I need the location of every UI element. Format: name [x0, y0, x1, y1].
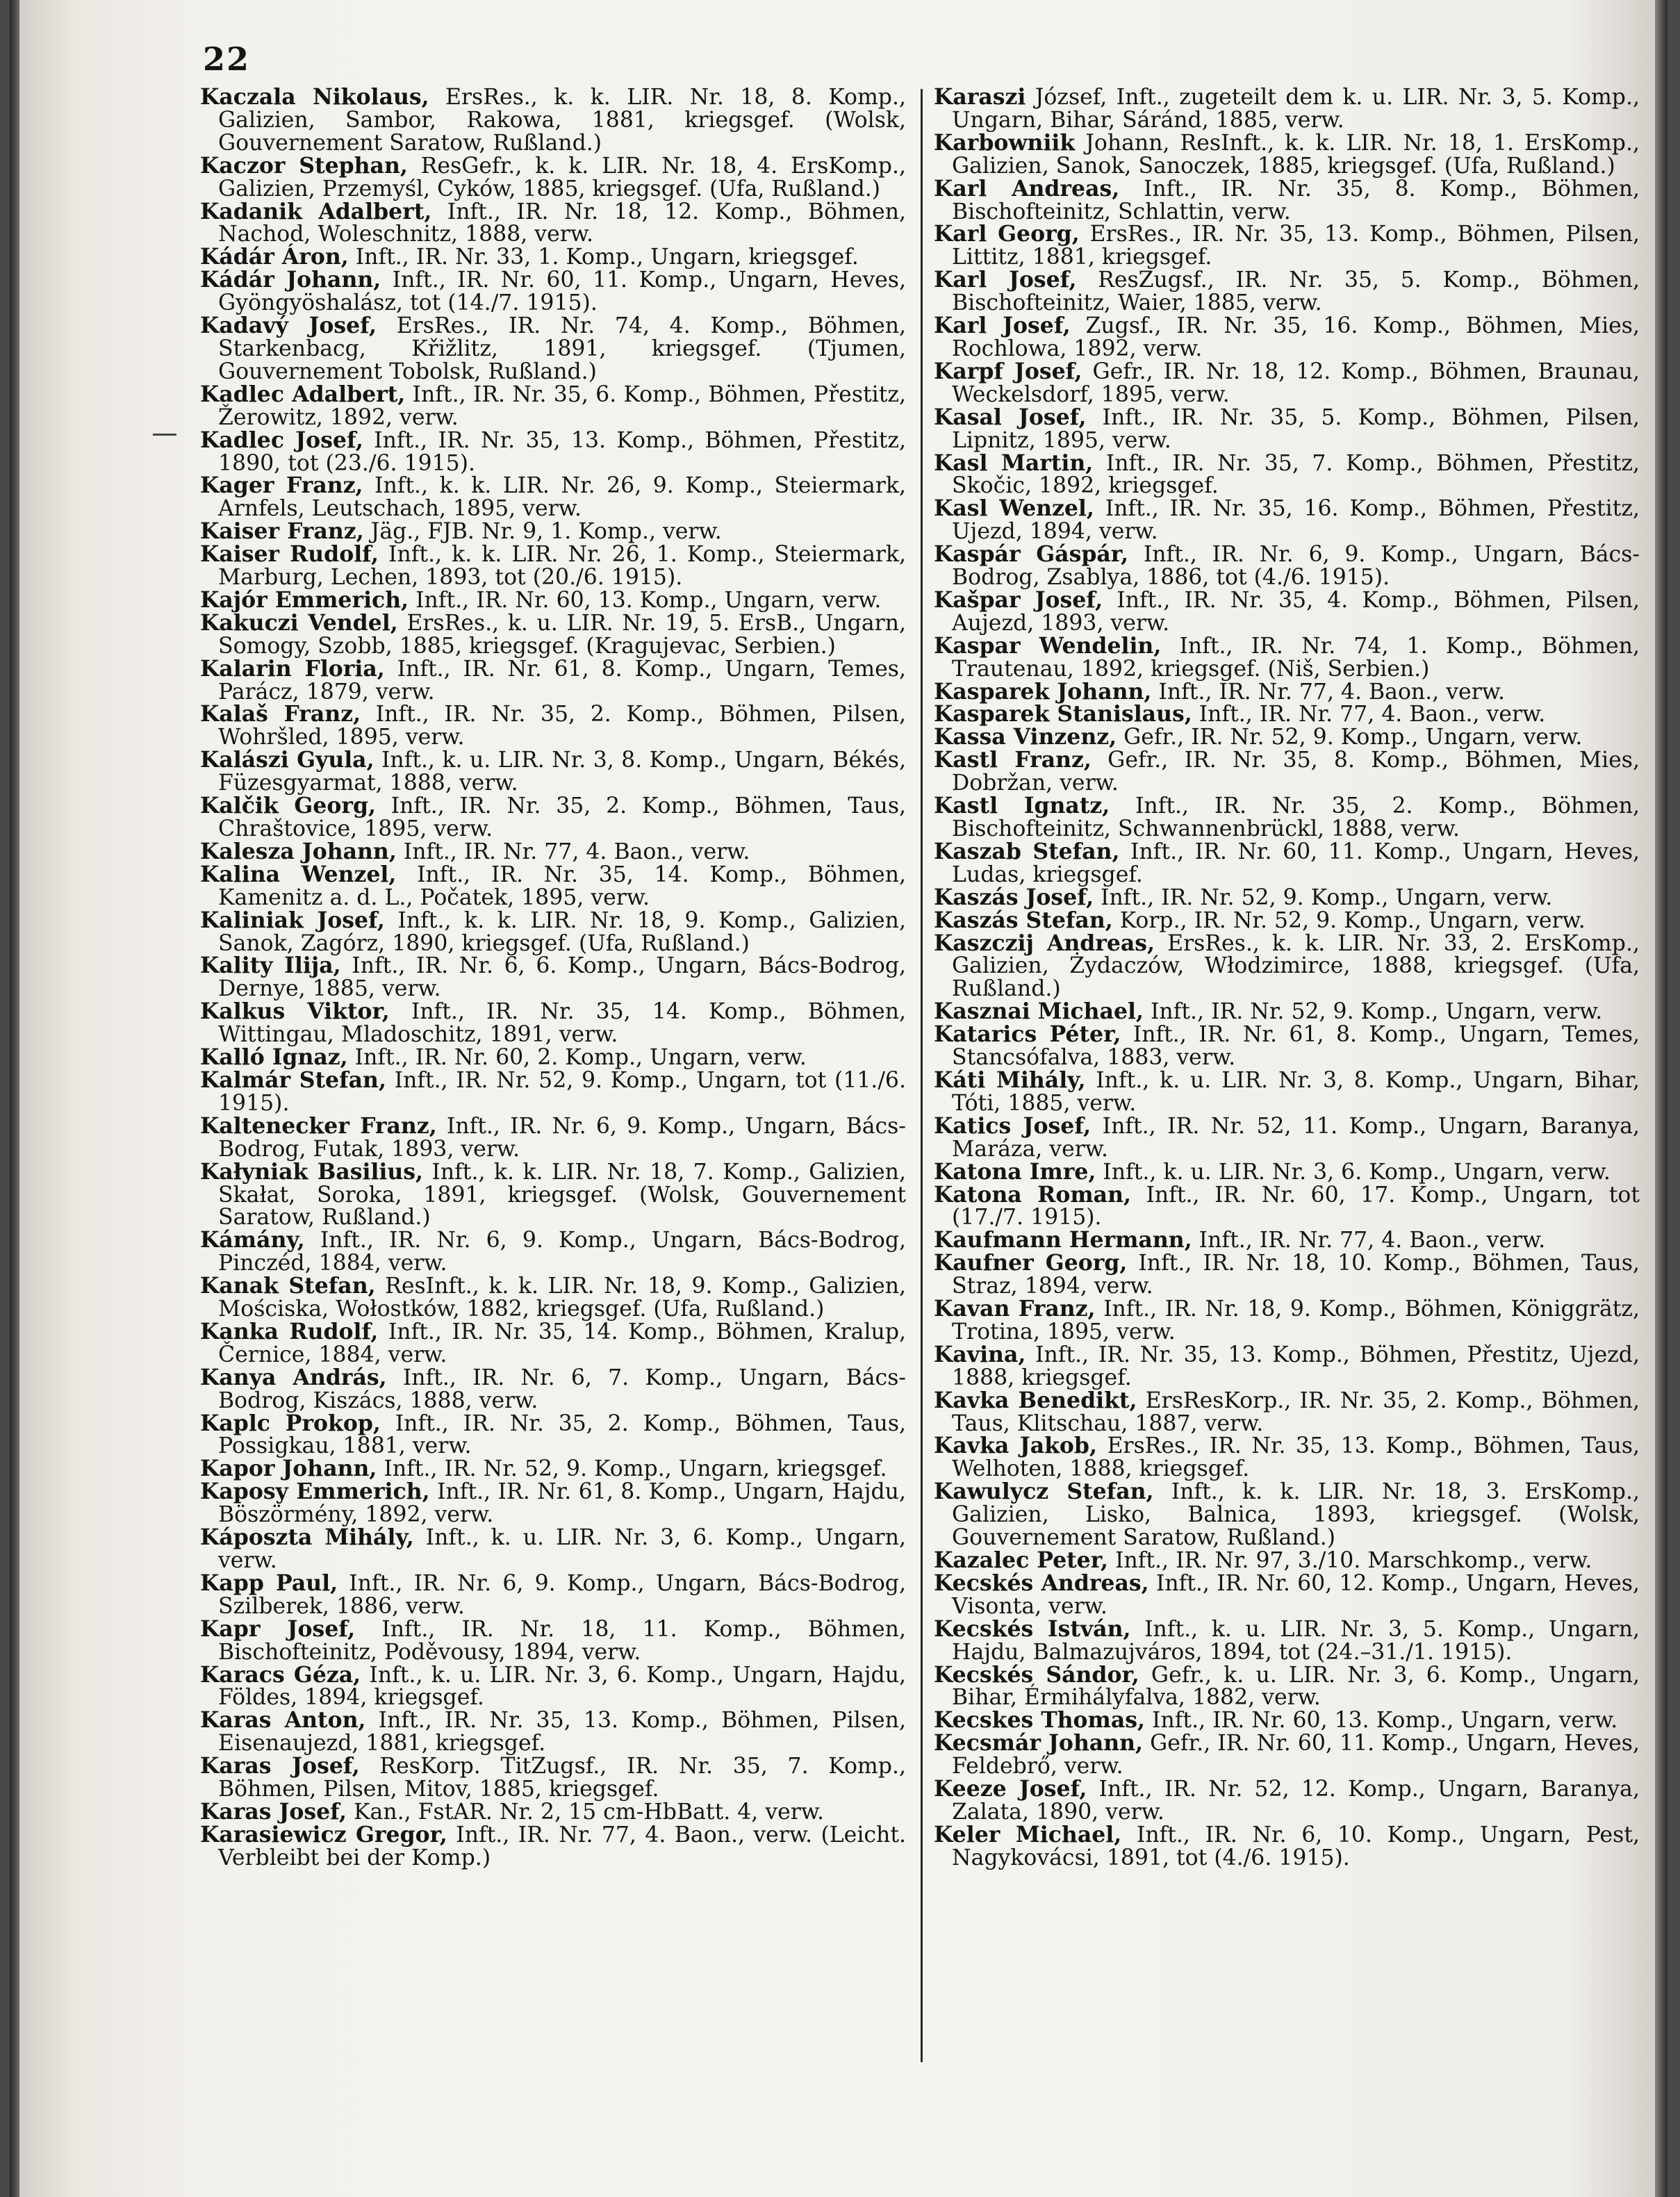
entry-details: Inft., IR. Nr. 35, 14. Komp., Böhmen, Wittingau, Mladoschitz, 1891, verw.: [218, 999, 906, 1048]
entry-name: Kámány,: [200, 1227, 305, 1253]
list-entry: [200, 1069, 906, 1115]
entry-details: Inft., IR. Nr. 77, 4. Baon., verw.: [1192, 702, 1546, 727]
list-entry: [934, 1615, 1640, 1665]
entry-name: Keeze Josef,: [934, 1776, 1087, 1802]
entry-details: Inft., IR. Nr. 35, 2. Komp., Böhmen, Taus, Chraštovice, 1895, verw.: [218, 793, 907, 841]
entry-details: ErsResKorp., IR. Nr. 35, 2. Komp., Böhmen, Taus, Klitschau, 1887, verw.: [952, 1388, 1640, 1436]
list-entry: [934, 175, 1640, 224]
entry-name: Kakuczi Vendel,: [200, 609, 398, 636]
entry-details: ErsRes., k. k. LIR. Nr. 33, 2. ErsKomp., Galizien, Żydaczów, Włodzimirce, 1888, kriegsgef. (Ufa, Rußland.): [952, 930, 1640, 1002]
entry-name: Karl Josef,: [934, 267, 1077, 293]
column-divider: [921, 89, 923, 2062]
list-entry: [934, 497, 1640, 543]
entry-name: Kalmár Stefan,: [200, 1067, 386, 1093]
list-entry: [200, 1661, 906, 1711]
entry-name: Kasl Wenzel,: [934, 495, 1094, 522]
entry-name: Kapr Josef,: [200, 1615, 356, 1642]
entry-name: Karaszi: [934, 84, 1026, 110]
list-entry: [200, 998, 906, 1048]
entry-details: Inft., k. k. LIR. Nr. 26, 1. Komp., Steiermark, Marburg, Lechen, 1893, tot (20./6. 1915).: [218, 542, 907, 591]
list-entry: [200, 955, 906, 1001]
entry-details: Inft., IR. Nr. 35, 13. Komp., Böhmen, Přestitz, Ujezd, 1888, kriegsgef.: [952, 1342, 1640, 1390]
list-entry: [934, 1821, 1640, 1870]
list-entry: [200, 1458, 906, 1481]
entry-name: Kavka Jakob,: [934, 1433, 1097, 1459]
entry-name: Kasparek Stanislaus,: [934, 701, 1192, 727]
entry-details: Inft., IR. Nr. 35, 2. Komp., Böhmen, Bischofteinitz, Schwannenbrückl, 1888, verw.: [952, 793, 1640, 841]
entry-details: ResZugsf., IR. Nr. 35, 5. Komp., Böhmen, Bischofteinitz, Waier, 1885, verw.: [952, 268, 1640, 316]
entry-details: Inft., IR. Nr. 18, 11. Komp., Böhmen, Bischofteinitz, Poděvousy, 1894, verw.: [218, 1616, 906, 1665]
list-entry: [934, 1298, 1640, 1344]
entry-details: ErsRes., k. u. LIR. Nr. 19, 5. ErsB., Ungarn, Somogy, Szobb, 1885, kriegsgef. (Kragujevac, Serbien.): [218, 610, 906, 659]
list-entry: [200, 246, 906, 269]
entry-details: Inft., IR. Nr. 52, 9. Komp., Ungarn, verw.: [1143, 999, 1603, 1025]
entry-name: Kádár Áron,: [200, 244, 349, 270]
entry-details: Inft., k. k. LIR. Nr. 26, 9. Komp., Steiermark, Arnfels, Leutschach, 1895, verw.: [218, 473, 906, 522]
entry-name: Kaufmann Hermann,: [934, 1227, 1192, 1253]
list-entry: [934, 678, 1640, 705]
entry-name: Kanka Rudolf,: [200, 1318, 379, 1344]
entry-details: Inft., IR. Nr. 18, 10. Komp., Böhmen, Taus, Straz, 1894, verw.: [952, 1251, 1640, 1299]
entry-details: Inft., IR. Nr. 35, 5. Komp., Böhmen, Pilsen, Lipnitz, 1895, verw.: [952, 404, 1640, 453]
entry-details: Inft., k. u. LIR. Nr. 3, 6. Komp., Ungarn, verw.: [1096, 1159, 1611, 1185]
entry-details: Gefr., IR. Nr. 60, 11. Komp., Ungarn, Heves, Feldebrő, verw.: [952, 1731, 1640, 1779]
scanned-page: [10, 0, 1667, 2197]
entry-name: Kazalec Peter,: [934, 1547, 1108, 1573]
entry-name: Kaszczij Andreas,: [934, 930, 1155, 956]
entry-details: Inft., IR. Nr. 18, 9. Komp., Böhmen, Königgrätz, Trotina, 1895, verw.: [952, 1297, 1640, 1344]
entry-name: Kaszás Josef,: [934, 884, 1094, 910]
list-entry: [200, 749, 906, 795]
entry-details: Korp., IR. Nr. 52, 9. Komp., Ungarn, verw.: [1112, 907, 1586, 933]
list-entry: [934, 932, 1640, 1001]
entry-name: Kanya András,: [200, 1364, 387, 1390]
entry-name: Kavina,: [934, 1341, 1026, 1367]
right-column: [934, 86, 1640, 1870]
entry-details: Inft., IR. Nr. 60, 2. Komp., Ungarn, verw.: [347, 1045, 807, 1071]
entry-details: Inft., IR. Nr. 60, 12. Komp., Ungarn, Heves, Visonta, verw.: [952, 1570, 1640, 1619]
entry-details: Inft., k. u. LIR. Nr. 3, 6. Komp., Ungarn, Hajdu, Földes, 1894, kriegsgef.: [218, 1662, 906, 1711]
entry-name: Kaltenecker Franz,: [200, 1112, 437, 1139]
entry-details: Inft., IR. Nr. 35, 6. Komp., Böhmen, Přestitz, Žerowitz, 1892, verw.: [218, 381, 906, 430]
list-entry: [934, 86, 1640, 132]
entry-name: Karl Josef,: [934, 313, 1071, 339]
list-entry: [934, 452, 1640, 498]
list-entry: [934, 1709, 1640, 1732]
list-entry: [200, 1364, 906, 1413]
entry-name: Karpf Josef,: [934, 358, 1082, 384]
list-entry: [200, 198, 907, 247]
entry-name: Karl Andreas,: [934, 175, 1120, 201]
entry-name: Kecskés Sándor,: [934, 1661, 1139, 1688]
entry-name: Kawulycz Stefan,: [934, 1479, 1154, 1505]
entry-details: Inft., k. u. LIR. Nr. 3, 5. Komp., Ungarn, Hajdu, Balmazujváros, 1894, tot (24.–31./1. 1915).: [952, 1616, 1640, 1665]
entry-details: Inft., IR. Nr. 97, 3./10. Marschkomp., verw.: [1108, 1548, 1592, 1573]
list-entry: [200, 1410, 907, 1459]
entry-details: Inft., IR. Nr. 33, 1. Komp., Ungarn, kriegsgef.: [348, 245, 859, 270]
list-entry: [934, 1481, 1640, 1549]
list-entry: [934, 1158, 1640, 1185]
entry-details: ErsRes., IR. Nr. 35, 13. Komp., Böhmen, Pilsen, Littitz, 1881, kriegsgef.: [952, 222, 1640, 270]
entry-name: Kecskés István,: [934, 1615, 1131, 1642]
entry-name: Kassa Vinzenz,: [934, 724, 1117, 750]
entry-details: Inft., IR. Nr. 52, 11. Komp., Ungarn, Baranya, Maráza, verw.: [952, 1113, 1640, 1162]
entry-name: Karas Anton,: [200, 1707, 366, 1734]
entry-name: Kalászi Gyula,: [200, 747, 374, 773]
entry-name: Kasznai Michael,: [934, 998, 1144, 1025]
list-entry: [934, 129, 1640, 179]
entry-name: Kecsmár Johann,: [934, 1730, 1144, 1756]
entry-details: Inft., IR. Nr. 35, 2. Komp., Böhmen, Taus, Possigkau, 1881, verw.: [218, 1410, 907, 1459]
list-entry: [200, 1275, 906, 1321]
entry-name: Kalaš Franz,: [200, 701, 361, 727]
entry-name: Katona Imre,: [934, 1158, 1096, 1185]
list-entry: [934, 632, 1640, 682]
list-entry: [934, 1435, 1640, 1481]
entry-name: Kasl Martin,: [934, 450, 1094, 476]
entry-name: Kalarin Floria,: [200, 655, 385, 682]
list-entry: [934, 726, 1640, 749]
entry-name: Karas Josef,: [200, 1798, 347, 1825]
entry-name: Kadlec Josef,: [200, 427, 363, 453]
entry-name: Kastl Ignatz,: [934, 793, 1110, 819]
entry-name: Karas Josef,: [200, 1753, 360, 1779]
list-entry: [200, 907, 906, 956]
list-entry: [200, 1524, 906, 1573]
list-entry: [934, 269, 1640, 315]
entry-details: Inft., k. k. LIR. Nr. 18, 3. ErsKomp., Galizien, Lisko, Balnica, 1893, kriegsgef. (Wolsk, Gouvernement Saratow, Rußland.): [952, 1479, 1640, 1551]
entry-details: Inft., IR. Nr. 35, 13. Komp., Böhmen, Pilsen, Eisenaujezd, 1881, kriegsgef.: [218, 1708, 906, 1756]
entry-name: Kaliniak Josef,: [200, 907, 385, 933]
entry-details: József, Inft., zugeteilt dem k. u. LIR. Nr. 3, 5. Komp., Ungarn, Bihar, Sáránd, 1885, verw.: [952, 85, 1640, 133]
list-entry: [934, 1732, 1640, 1778]
entry-name: Kanak Stefan,: [200, 1273, 376, 1299]
list-entry: [934, 907, 1640, 933]
entry-details: ErsRes., IR. Nr. 35, 13. Komp., Böhmen, Taus, Welhoten, 1888, kriegsgef.: [952, 1433, 1640, 1482]
entry-details: ResGefr., k. k. LIR. Nr. 18, 4. ErsKomp., Galizien, Przemyśl, Cyków, 1885, kriegsgef. (Ufa, Rußland.): [218, 153, 906, 201]
entry-details: Inft., IR. Nr. 60, 11. Komp., Ungarn, Heves, Gyöngyöshalász, tot (14./7. 1915).: [218, 268, 906, 316]
entry-details: Inft., IR. Nr. 60, 13. Komp., Ungarn, verw.: [1145, 1708, 1618, 1734]
entry-details: Inft., IR. Nr. 35, 8. Komp., Böhmen, Bischofteinitz, Schlattin, verw.: [952, 176, 1640, 224]
entry-name: Kavan Franz,: [934, 1296, 1096, 1322]
entry-details: Gefr., k. u. LIR. Nr. 3, 6. Komp., Ungarn, Bihar, Érmihályfalva, 1882, verw.: [952, 1662, 1640, 1711]
entry-name: Kaszab Stefan,: [934, 838, 1120, 864]
entry-details: Inft., k. k. LIR. Nr. 18, 9. Komp., Galizien, Sanok, Zagórz, 1890, kriegsgef. (Ufa, Rußland.): [218, 907, 906, 956]
entry-details: Inft., k. u. LIR. Nr. 3, 8. Komp., Ungarn, Békés, Füzesgyarmat, 1888, verw.: [218, 748, 906, 796]
entry-details: Inft., IR. Nr. 52, 9. Komp., Ungarn, kriegsgef.: [377, 1456, 887, 1482]
entry-details: Inft., IR. Nr. 61, 8. Komp., Ungarn, Temes, Parácz, 1879, verw.: [218, 656, 906, 705]
list-entry: [200, 1158, 906, 1231]
entry-name: Kapor Johann,: [200, 1456, 377, 1482]
list-entry: [200, 838, 906, 864]
entry-details: Inft., IR. Nr. 61, 8. Komp., Ungarn, Hajdu, Böszörmény, 1892, verw.: [218, 1479, 906, 1528]
entry-name: Kaiser Rudolf,: [200, 541, 379, 568]
entry-details: Inft., IR. Nr. 60, 17. Komp., Ungarn, tot (17./7. 1915).: [952, 1182, 1640, 1231]
page-edge-shadow-left: [10, 0, 19, 2197]
entry-name: Kašpar Josef,: [934, 586, 1103, 613]
list-entry: [200, 86, 906, 155]
list-entry: [934, 749, 1640, 795]
list-entry: [934, 406, 1640, 452]
entry-details: Zugsf., IR. Nr. 35, 16. Komp., Böhmen, Mies, Rochlowa, 1892, verw.: [952, 313, 1640, 361]
list-entry: [934, 358, 1640, 407]
left-column: [200, 86, 906, 1870]
entry-name: Katarics Péter,: [934, 1021, 1121, 1048]
list-entry: [200, 381, 906, 430]
entry-details: Inft., IR. Nr. 77, 4. Baon., verw. (Leicht. Verbleibt bei der Komp.): [218, 1822, 906, 1870]
entry-name: Karasiewicz Gregor,: [200, 1821, 447, 1848]
list-entry: [934, 315, 1640, 361]
list-entry: [200, 1046, 906, 1069]
entry-details: Inft., IR. Nr. 6, 9. Komp., Ungarn, Bács-Bodrog, Pinczéd, 1884, verw.: [218, 1228, 906, 1276]
entry-name: Kalkus Viktor,: [200, 998, 390, 1025]
entry-details: ResKorp. TitZugsf., IR. Nr. 35, 7. Komp., Böhmen, Pilsen, Mitov, 1885, kriegsgef.: [218, 1754, 906, 1802]
entry-details: Inft., IR. Nr. 35, 16. Komp., Böhmen, Přestitz, Ujezd, 1894, verw.: [952, 496, 1640, 545]
entry-details: Inft., IR. Nr. 60, 13. Komp., Ungarn, verw.: [409, 587, 882, 613]
entry-details: Inft., IR. Nr. 35, 7. Komp., Böhmen, Přestitz, Skočic, 1892, kriegsgef.: [952, 450, 1640, 499]
entry-details: Inft., IR. Nr. 6, 9. Komp., Ungarn, Bács-Bodrog, Zsablya, 1886, tot (4./6. 1915).: [952, 542, 1640, 591]
entry-details: Jäg., FJB. Nr. 9, 1. Komp., verw.: [363, 519, 722, 545]
entry-name: Káposzta Mihály,: [200, 1524, 414, 1551]
list-entry: [934, 586, 1640, 636]
entry-details: Inft., IR. Nr. 61, 8. Komp., Ungarn, Temes, Stancsófalva, 1883, verw.: [952, 1022, 1640, 1071]
list-entry: [934, 838, 1640, 887]
list-entry: [934, 1778, 1640, 1824]
entry-name: Kałyniak Basilius,: [200, 1158, 423, 1185]
entry-details: Inft., IR. Nr. 74, 1. Komp., Böhmen, Trautenau, 1892, kriegsgef. (Niš, Serbien.): [952, 633, 1640, 682]
entry-details: Inft., IR. Nr. 52, 9. Komp., Ungarn, tot (11./6. 1915).: [218, 1067, 906, 1116]
list-entry: [200, 152, 906, 201]
entry-name: Kalina Wenzel,: [200, 861, 397, 887]
entry-name: Kalčik Georg,: [200, 793, 376, 819]
entry-name: Kaposy Emmerich,: [200, 1479, 430, 1505]
entry-name: Keler Michael,: [934, 1821, 1122, 1848]
list-entry: [934, 998, 1640, 1025]
entry-name: Kasal Josef,: [934, 404, 1087, 430]
entry-name: Kaspár Gáspár,: [934, 541, 1129, 568]
list-entry: [200, 655, 906, 705]
list-entry: [934, 1661, 1640, 1711]
entry-details: ErsRes., IR. Nr. 74, 4. Komp., Böhmen, Starkenbacg, Křižlitz, 1891, kriegsgef. (Tjumen, Gouvernement Tobolsk, Rußland.): [218, 313, 907, 384]
entry-details: Inft., IR. Nr. 6, 10. Komp., Ungarn, Pest, Nagykovácsi, 1891, tot (4./6. 1915).: [952, 1822, 1640, 1870]
entry-details: Inft., IR. Nr. 35, 14. Komp., Böhmen, Kralup, Černice, 1884, verw.: [218, 1319, 906, 1367]
entry-details: Inft., IR. Nr. 77, 4. Baon., verw.: [1151, 679, 1505, 705]
list-entry: [200, 1798, 906, 1825]
list-entry: [200, 586, 906, 613]
list-entry: [200, 1572, 906, 1618]
entry-details: Inft., IR. Nr. 35, 13. Komp., Böhmen, Přestitz, 1890, tot (23./6. 1915).: [218, 427, 906, 476]
entry-details: Inft., IR. Nr. 52, 9. Komp., Ungarn, verw.: [1094, 884, 1553, 910]
entry-name: Káti Mihály,: [934, 1067, 1086, 1093]
list-entry: [200, 795, 906, 841]
list-entry: [200, 429, 906, 475]
list-entry: [200, 1112, 906, 1162]
list-entry: [200, 520, 906, 543]
list-entry: [934, 884, 1640, 910]
entry-details: Inft., IR. Nr. 6, 6. Komp., Ungarn, Bács-Bodrog, Dernye, 1885, verw.: [218, 953, 907, 1002]
entry-name: Kaiser Franz,: [200, 518, 364, 545]
entry-details: Inft., k. k. LIR. Nr. 18, 7. Komp., Galizien, Skałat, Soroka, 1891, kriegsgef. (Wolsk, Gouvernement Saratow, Rußland.): [218, 1159, 906, 1231]
entry-details: Inft., IR. Nr. 77, 4. Baon., verw.: [396, 839, 750, 864]
margin-mark: [153, 434, 176, 436]
entry-name: Kastl Franz,: [934, 747, 1092, 773]
list-entry: [934, 1572, 1640, 1618]
entry-details: ResInft., k. k. LIR. Nr. 18, 9. Komp., Galizien, Mościska, Wołostków, 1882, kriegsgef. (Ufa, Rußland.): [218, 1274, 907, 1322]
entry-name: Kádár Johann,: [200, 267, 381, 293]
entry-name: Karl Georg,: [934, 221, 1080, 247]
entry-name: Kality Ilija,: [200, 953, 341, 979]
entry-name: Kadavý Josef,: [200, 313, 377, 339]
entry-name: Kaczor Stephan,: [200, 152, 408, 179]
list-entry: [200, 703, 906, 749]
entry-details: Inft., IR. Nr. 52, 12. Komp., Ungarn, Baranya, Zalata, 1890, verw.: [952, 1777, 1640, 1825]
list-entry: [200, 1318, 906, 1367]
list-entry: [200, 609, 906, 659]
list-entry: [934, 703, 1640, 726]
list-entry: [934, 1341, 1640, 1390]
entry-details: Gefr., IR. Nr. 35, 8. Komp., Böhmen, Mies, Dobržan, verw.: [952, 748, 1640, 796]
list-entry: [934, 1112, 1640, 1162]
page-number: 22: [203, 40, 251, 78]
list-entry: [934, 1069, 1640, 1115]
list-entry: [200, 543, 906, 589]
entry-details: Inft., IR. Nr. 6, 9. Komp., Ungarn, Bács-Bodrog, Szilberek, 1886, verw.: [218, 1570, 906, 1619]
list-entry: [200, 1755, 906, 1801]
entry-details: Inft., IR. Nr. 6, 9. Komp., Ungarn, Bács-Bodrog, Futak, 1893, verw.: [218, 1113, 906, 1162]
list-entry: [934, 1229, 1640, 1252]
entry-name: Kecskés Andreas,: [934, 1570, 1149, 1596]
entry-name: Kalesza Johann,: [200, 838, 397, 864]
list-entry: [934, 223, 1640, 269]
entry-details: Gefr., IR. Nr. 52, 9. Komp., Ungarn, verw.: [1117, 725, 1583, 750]
list-entry: [200, 1709, 906, 1755]
entry-details: Gefr., IR. Nr. 18, 12. Komp., Böhmen, Braunau, Weckelsdorf, 1895, verw.: [952, 359, 1640, 407]
entry-name: Kapp Paul,: [200, 1570, 338, 1596]
entry-details: Inft., IR. Nr. 6, 7. Komp., Ungarn, Bács-Bodrog, Kiszács, 1888, verw.: [218, 1365, 906, 1413]
entry-details: Inft., IR. Nr. 18, 12. Komp., Böhmen, Nachod, Woleschnitz, 1888, verw.: [218, 199, 907, 247]
entry-name: Kadlec Adalbert,: [200, 381, 406, 407]
list-entry: [934, 1549, 1640, 1572]
list-entry: [200, 315, 906, 384]
entry-details: Inft., IR. Nr. 77, 4. Baon., verw.: [1192, 1228, 1546, 1253]
list-entry: [200, 861, 906, 910]
list-entry: [934, 795, 1640, 841]
entry-name: Kajór Emmerich,: [200, 586, 409, 613]
entry-details: Inft., IR. Nr. 35, 2. Komp., Böhmen, Pilsen, Wohršled, 1895, verw.: [218, 702, 906, 750]
entry-details: Inft., k. u. LIR. Nr. 3, 6. Komp., Ungarn, verw.: [218, 1525, 906, 1573]
entry-name: Kaszás Stefan,: [934, 907, 1113, 933]
list-entry: [934, 1023, 1640, 1069]
entry-name: Kadanik Adalbert,: [200, 198, 432, 224]
entry-name: Kaufner Georg,: [934, 1250, 1128, 1276]
entry-name: Kaspar Wendelin,: [934, 632, 1162, 659]
list-entry: [934, 1181, 1640, 1231]
entry-name: Kalló Ignaz,: [200, 1044, 348, 1071]
entry-details: ErsRes., k. k. LIR. Nr. 18, 8. Komp., Galizien, Sambor, Rakowa, 1881, kriegsgef. (Wolsk, Gouvernement Saratow, Rußland.): [218, 85, 906, 156]
list-entry: [934, 1252, 1640, 1298]
entry-details: Kan., FstAR. Nr. 2, 15 cm-HbBatt. 4, verw.: [347, 1799, 825, 1825]
entry-name: Kager Franz,: [200, 472, 363, 499]
page-edge-shadow-right: [1655, 0, 1667, 2197]
entry-details: Inft., IR. Nr. 35, 4. Komp., Böhmen, Pilsen, Aujezd, 1893, verw.: [952, 587, 1640, 636]
entry-name: Karbowniik: [934, 129, 1076, 156]
list-entry: [200, 269, 906, 315]
list-entry: [200, 1821, 906, 1870]
list-entry: [200, 472, 906, 522]
entry-name: Katics Josef,: [934, 1112, 1092, 1139]
entry-name: Katona Roman,: [934, 1181, 1131, 1208]
list-entry: [200, 1229, 906, 1275]
entry-name: Kaplc Prokop,: [200, 1410, 381, 1436]
entry-name: Kaczala Nikolaus,: [200, 84, 429, 110]
list-entry: [200, 1615, 906, 1665]
list-entry: [934, 1387, 1640, 1436]
list-entry: [200, 1481, 906, 1527]
list-entry: [934, 543, 1640, 589]
entry-details: Inft., IR. Nr. 60, 11. Komp., Ungarn, Heves, Ludas, kriegsgef.: [952, 839, 1640, 887]
entry-name: Kecskes Thomas,: [934, 1707, 1146, 1734]
entry-name: Karacs Géza,: [200, 1661, 361, 1688]
entry-details: Johann, ResInft., k. k. LIR. Nr. 18, 1. ErsKomp., Galizien, Sanok, Sanoczek, 1885, kriegsgef. (Ufa, Rußland.): [952, 130, 1640, 179]
entry-name: Kavka Benedikt,: [934, 1387, 1137, 1413]
entry-details: Inft., IR. Nr. 35, 14. Komp., Böhmen, Kamenitz a. d. L., Počatek, 1895, verw.: [218, 862, 906, 910]
entry-details: Inft., k. u. LIR. Nr. 3, 8. Komp., Ungarn, Bihar, Tóti, 1885, verw.: [952, 1067, 1640, 1116]
entry-name: Kasparek Johann,: [934, 678, 1152, 705]
